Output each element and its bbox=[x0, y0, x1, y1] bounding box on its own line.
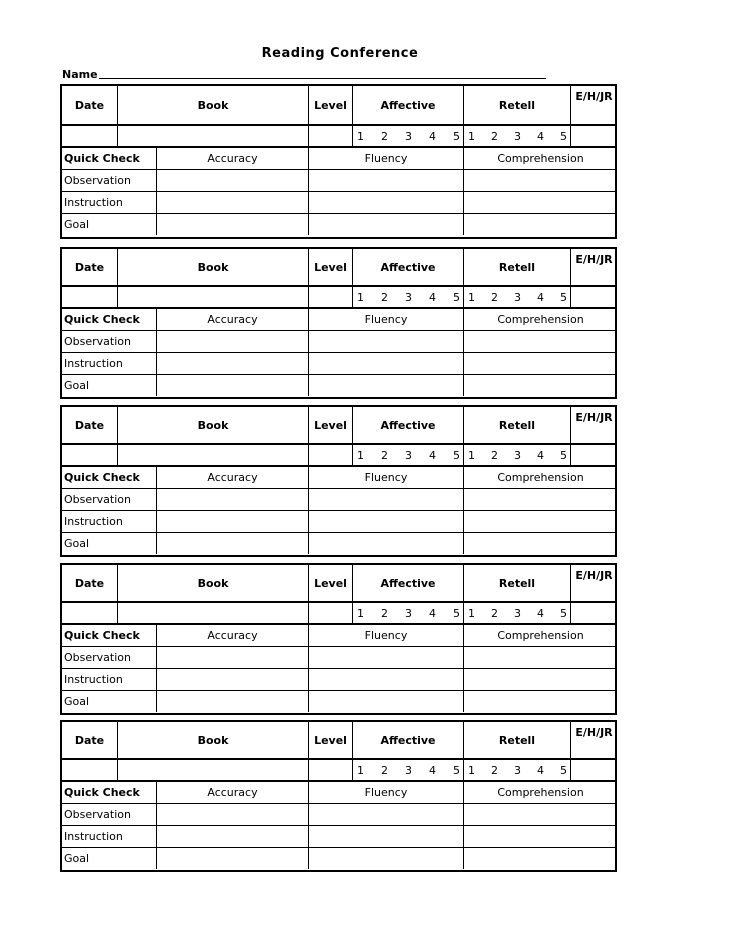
conference-block bbox=[60, 405, 617, 557]
date-header: Date bbox=[74, 98, 105, 112]
instruction-fluency-field[interactable] bbox=[308, 826, 463, 847]
retell-rating-3[interactable]: 3 bbox=[514, 129, 521, 143]
goal-label: Goal bbox=[64, 537, 90, 550]
affective-rating-5[interactable]: 5 bbox=[453, 763, 460, 777]
goal-accuracy-field[interactable] bbox=[156, 214, 308, 235]
header-row bbox=[62, 86, 615, 124]
goal-accuracy-field[interactable] bbox=[156, 691, 308, 712]
date-field[interactable] bbox=[62, 603, 117, 623]
ehjr-field[interactable] bbox=[570, 603, 617, 623]
ehjr-field[interactable] bbox=[570, 126, 617, 146]
date-header: Date bbox=[74, 418, 105, 432]
observation-row bbox=[62, 646, 615, 668]
ehjr-header: E/H/JR bbox=[570, 565, 617, 601]
goal-comprehension-field[interactable] bbox=[463, 214, 617, 235]
conference-block bbox=[60, 84, 617, 239]
fluency-label: Fluency bbox=[308, 467, 463, 488]
rating-row bbox=[62, 758, 615, 780]
retell-rating-5[interactable]: 5 bbox=[560, 448, 567, 462]
instruction-accuracy-field[interactable] bbox=[156, 192, 308, 213]
affective-rating-1[interactable]: 1 bbox=[357, 606, 364, 620]
retell-rating-3[interactable]: 3 bbox=[514, 606, 521, 620]
affective-header: Affective bbox=[352, 86, 463, 124]
quick-check-row bbox=[62, 465, 615, 488]
goal-row bbox=[62, 690, 615, 712]
rating-row bbox=[62, 285, 615, 307]
goal-row bbox=[62, 213, 615, 235]
retell-header: Retell bbox=[463, 249, 570, 285]
level-header: Level bbox=[308, 407, 352, 443]
affective-rating-1[interactable]: 1 bbox=[357, 290, 364, 304]
instruction-fluency-field[interactable] bbox=[308, 669, 463, 690]
goal-accuracy-field[interactable] bbox=[156, 848, 308, 869]
affective-rating-2[interactable]: 2 bbox=[381, 448, 388, 462]
goal-label: Goal bbox=[64, 379, 90, 392]
level-field[interactable] bbox=[308, 287, 352, 307]
goal-fluency-field[interactable] bbox=[308, 848, 463, 869]
book-field[interactable] bbox=[117, 760, 308, 780]
ehjr-field[interactable] bbox=[570, 287, 617, 307]
level-field[interactable] bbox=[308, 445, 352, 465]
book-header: Book bbox=[117, 722, 308, 758]
instruction-comprehension-field[interactable] bbox=[463, 192, 617, 213]
observation-label: Observation bbox=[64, 651, 131, 664]
goal-comprehension-field[interactable] bbox=[463, 848, 617, 869]
goal-comprehension-field[interactable] bbox=[463, 375, 617, 396]
instruction-row bbox=[62, 352, 615, 374]
instruction-row bbox=[62, 191, 615, 213]
affective-rating-4[interactable]: 4 bbox=[429, 448, 436, 462]
retell-rating-2[interactable]: 2 bbox=[491, 763, 498, 777]
rating-row bbox=[62, 124, 615, 146]
affective-rating-3[interactable]: 3 bbox=[405, 606, 412, 620]
retell-rating-2[interactable]: 2 bbox=[491, 606, 498, 620]
ehjr-field[interactable] bbox=[570, 760, 617, 780]
affective-rating-4[interactable]: 4 bbox=[429, 129, 436, 143]
observation-accuracy-field[interactable] bbox=[156, 331, 308, 352]
fluency-label: Fluency bbox=[308, 309, 463, 330]
affective-scale bbox=[352, 287, 463, 307]
retell-rating-1[interactable]: 1 bbox=[468, 606, 475, 620]
affective-rating-2[interactable]: 2 bbox=[381, 763, 388, 777]
affective-rating-5[interactable]: 5 bbox=[453, 448, 460, 462]
instruction-label: Instruction bbox=[64, 515, 123, 528]
instruction-accuracy-field[interactable] bbox=[156, 826, 308, 847]
instruction-accuracy-field[interactable] bbox=[156, 353, 308, 374]
retell-header: Retell bbox=[463, 722, 570, 758]
retell-rating-4[interactable]: 4 bbox=[537, 763, 544, 777]
affective-rating-5[interactable]: 5 bbox=[453, 129, 460, 143]
conference-block bbox=[60, 720, 617, 872]
book-field[interactable] bbox=[117, 287, 308, 307]
quick-check-row bbox=[62, 146, 615, 169]
retell-rating-2[interactable]: 2 bbox=[491, 290, 498, 304]
retell-rating-1[interactable]: 1 bbox=[468, 290, 475, 304]
instruction-label: Instruction bbox=[64, 196, 123, 209]
ehjr-header: E/H/JR bbox=[570, 407, 617, 443]
observation-accuracy-field[interactable] bbox=[156, 489, 308, 510]
goal-row bbox=[62, 532, 615, 554]
accuracy-label: Accuracy bbox=[156, 148, 308, 169]
quick-check-label: Quick Check bbox=[64, 313, 140, 326]
retell-rating-1[interactable]: 1 bbox=[468, 763, 475, 777]
instruction-comprehension-field[interactable] bbox=[463, 669, 617, 690]
book-field[interactable] bbox=[117, 445, 308, 465]
retell-header: Retell bbox=[463, 86, 570, 124]
level-field[interactable] bbox=[308, 126, 352, 146]
quick-check-label: Quick Check bbox=[64, 629, 140, 642]
goal-fluency-field[interactable] bbox=[308, 691, 463, 712]
fluency-label: Fluency bbox=[308, 782, 463, 803]
observation-comprehension-field[interactable] bbox=[463, 804, 617, 825]
affective-rating-3[interactable]: 3 bbox=[405, 290, 412, 304]
date-header: Date bbox=[74, 733, 105, 747]
quick-check-row bbox=[62, 623, 615, 646]
observation-row bbox=[62, 169, 615, 191]
retell-rating-5[interactable]: 5 bbox=[560, 606, 567, 620]
retell-rating-3[interactable]: 3 bbox=[514, 763, 521, 777]
level-header: Level bbox=[308, 722, 352, 758]
header-row bbox=[62, 249, 615, 285]
ehjr-header: E/H/JR bbox=[570, 249, 617, 285]
ehjr-header: E/H/JR bbox=[570, 86, 617, 124]
date-header: Date bbox=[74, 260, 105, 274]
affective-rating-4[interactable]: 4 bbox=[429, 290, 436, 304]
fluency-label: Fluency bbox=[308, 625, 463, 646]
observation-label: Observation bbox=[64, 493, 131, 506]
goal-label: Goal bbox=[64, 852, 90, 865]
goal-comprehension-field[interactable] bbox=[463, 691, 617, 712]
instruction-fluency-field[interactable] bbox=[308, 353, 463, 374]
quick-check-label: Quick Check bbox=[64, 471, 140, 484]
observation-label: Observation bbox=[64, 335, 131, 348]
observation-comprehension-field[interactable] bbox=[463, 489, 617, 510]
affective-rating-2[interactable]: 2 bbox=[381, 606, 388, 620]
date-field[interactable] bbox=[62, 445, 117, 465]
observation-row bbox=[62, 803, 615, 825]
instruction-label: Instruction bbox=[64, 357, 123, 370]
accuracy-label: Accuracy bbox=[156, 625, 308, 646]
retell-rating-4[interactable]: 4 bbox=[537, 606, 544, 620]
quick-check-row bbox=[62, 780, 615, 803]
goal-fluency-field[interactable] bbox=[308, 375, 463, 396]
affective-rating-5[interactable]: 5 bbox=[453, 606, 460, 620]
instruction-row bbox=[62, 825, 615, 847]
instruction-label: Instruction bbox=[64, 830, 123, 843]
conference-block bbox=[60, 563, 617, 715]
fluency-label: Fluency bbox=[308, 148, 463, 169]
observation-row bbox=[62, 488, 615, 510]
book-header: Book bbox=[117, 407, 308, 443]
affective-rating-3[interactable]: 3 bbox=[405, 448, 412, 462]
level-header: Level bbox=[308, 86, 352, 124]
affective-rating-2[interactable]: 2 bbox=[381, 129, 388, 143]
retell-rating-4[interactable]: 4 bbox=[537, 448, 544, 462]
retell-scale bbox=[463, 760, 570, 780]
observation-fluency-field[interactable] bbox=[308, 804, 463, 825]
retell-rating-5[interactable]: 5 bbox=[560, 129, 567, 143]
affective-scale bbox=[352, 445, 463, 465]
instruction-comprehension-field[interactable] bbox=[463, 826, 617, 847]
observation-fluency-field[interactable] bbox=[308, 170, 463, 191]
affective-scale bbox=[352, 603, 463, 623]
retell-rating-2[interactable]: 2 bbox=[491, 129, 498, 143]
comprehension-label: Comprehension bbox=[463, 782, 617, 803]
page-title: Reading Conference bbox=[261, 46, 419, 61]
name-label: Name bbox=[62, 68, 98, 81]
observation-label: Observation bbox=[64, 808, 131, 821]
affective-rating-4[interactable]: 4 bbox=[429, 606, 436, 620]
instruction-row bbox=[62, 668, 615, 690]
quick-check-row bbox=[62, 307, 615, 330]
retell-rating-5[interactable]: 5 bbox=[560, 763, 567, 777]
affective-rating-3[interactable]: 3 bbox=[405, 129, 412, 143]
level-header: Level bbox=[308, 249, 352, 285]
retell-scale bbox=[463, 287, 570, 307]
retell-scale bbox=[463, 445, 570, 465]
book-header: Book bbox=[117, 86, 308, 124]
observation-row bbox=[62, 330, 615, 352]
level-header: Level bbox=[308, 565, 352, 601]
goal-row bbox=[62, 847, 615, 869]
header-row bbox=[62, 407, 615, 443]
retell-rating-4[interactable]: 4 bbox=[537, 129, 544, 143]
instruction-comprehension-field[interactable] bbox=[463, 511, 617, 532]
quick-check-label: Quick Check bbox=[64, 786, 140, 799]
instruction-row bbox=[62, 510, 615, 532]
affective-header: Affective bbox=[352, 722, 463, 758]
book-field[interactable] bbox=[117, 126, 308, 146]
retell-rating-5[interactable]: 5 bbox=[560, 290, 567, 304]
instruction-accuracy-field[interactable] bbox=[156, 511, 308, 532]
affective-rating-4[interactable]: 4 bbox=[429, 763, 436, 777]
comprehension-label: Comprehension bbox=[463, 467, 617, 488]
goal-fluency-field[interactable] bbox=[308, 533, 463, 554]
instruction-comprehension-field[interactable] bbox=[463, 353, 617, 374]
rating-row bbox=[62, 601, 615, 623]
instruction-accuracy-field[interactable] bbox=[156, 669, 308, 690]
affective-rating-2[interactable]: 2 bbox=[381, 290, 388, 304]
affective-rating-1[interactable]: 1 bbox=[357, 448, 364, 462]
accuracy-label: Accuracy bbox=[156, 467, 308, 488]
affective-header: Affective bbox=[352, 407, 463, 443]
goal-row bbox=[62, 374, 615, 396]
comprehension-label: Comprehension bbox=[463, 148, 617, 169]
conference-block bbox=[60, 247, 617, 399]
ehjr-field[interactable] bbox=[570, 445, 617, 465]
observation-comprehension-field[interactable] bbox=[463, 647, 617, 668]
level-field[interactable] bbox=[308, 603, 352, 623]
book-header: Book bbox=[117, 249, 308, 285]
goal-comprehension-field[interactable] bbox=[463, 533, 617, 554]
retell-scale bbox=[463, 603, 570, 623]
observation-fluency-field[interactable] bbox=[308, 647, 463, 668]
header-row bbox=[62, 722, 615, 758]
retell-rating-2[interactable]: 2 bbox=[491, 448, 498, 462]
observation-label: Observation bbox=[64, 174, 131, 187]
affective-header: Affective bbox=[352, 249, 463, 285]
retell-header: Retell bbox=[463, 565, 570, 601]
observation-accuracy-field[interactable] bbox=[156, 170, 308, 191]
instruction-fluency-field[interactable] bbox=[308, 511, 463, 532]
retell-scale bbox=[463, 126, 570, 146]
affective-rating-5[interactable]: 5 bbox=[453, 290, 460, 304]
comprehension-label: Comprehension bbox=[463, 309, 617, 330]
observation-comprehension-field[interactable] bbox=[463, 331, 617, 352]
date-field[interactable] bbox=[62, 760, 117, 780]
affective-header: Affective bbox=[352, 565, 463, 601]
goal-fluency-field[interactable] bbox=[308, 214, 463, 235]
affective-scale bbox=[352, 126, 463, 146]
ehjr-header: E/H/JR bbox=[570, 722, 617, 758]
comprehension-label: Comprehension bbox=[463, 625, 617, 646]
date-field[interactable] bbox=[62, 126, 117, 146]
affective-rating-3[interactable]: 3 bbox=[405, 763, 412, 777]
retell-rating-3[interactable]: 3 bbox=[514, 448, 521, 462]
retell-rating-1[interactable]: 1 bbox=[468, 129, 475, 143]
quick-check-label: Quick Check bbox=[64, 152, 140, 165]
accuracy-label: Accuracy bbox=[156, 309, 308, 330]
header-row bbox=[62, 565, 615, 601]
retell-header: Retell bbox=[463, 407, 570, 443]
instruction-label: Instruction bbox=[64, 673, 123, 686]
date-header: Date bbox=[74, 576, 105, 590]
goal-label: Goal bbox=[64, 695, 90, 708]
book-field[interactable] bbox=[117, 603, 308, 623]
observation-accuracy-field[interactable] bbox=[156, 804, 308, 825]
rating-row bbox=[62, 443, 615, 465]
instruction-fluency-field[interactable] bbox=[308, 192, 463, 213]
observation-accuracy-field[interactable] bbox=[156, 647, 308, 668]
accuracy-label: Accuracy bbox=[156, 782, 308, 803]
observation-fluency-field[interactable] bbox=[308, 331, 463, 352]
affective-rating-1[interactable]: 1 bbox=[357, 129, 364, 143]
goal-accuracy-field[interactable] bbox=[156, 375, 308, 396]
goal-accuracy-field[interactable] bbox=[156, 533, 308, 554]
goal-label: Goal bbox=[64, 218, 90, 231]
retell-rating-4[interactable]: 4 bbox=[537, 290, 544, 304]
affective-rating-1[interactable]: 1 bbox=[357, 763, 364, 777]
level-field[interactable] bbox=[308, 760, 352, 780]
observation-fluency-field[interactable] bbox=[308, 489, 463, 510]
retell-rating-3[interactable]: 3 bbox=[514, 290, 521, 304]
retell-rating-1[interactable]: 1 bbox=[468, 448, 475, 462]
affective-scale bbox=[352, 760, 463, 780]
name-field[interactable] bbox=[99, 78, 546, 79]
book-header: Book bbox=[117, 565, 308, 601]
observation-comprehension-field[interactable] bbox=[463, 170, 617, 191]
date-field[interactable] bbox=[62, 287, 117, 307]
